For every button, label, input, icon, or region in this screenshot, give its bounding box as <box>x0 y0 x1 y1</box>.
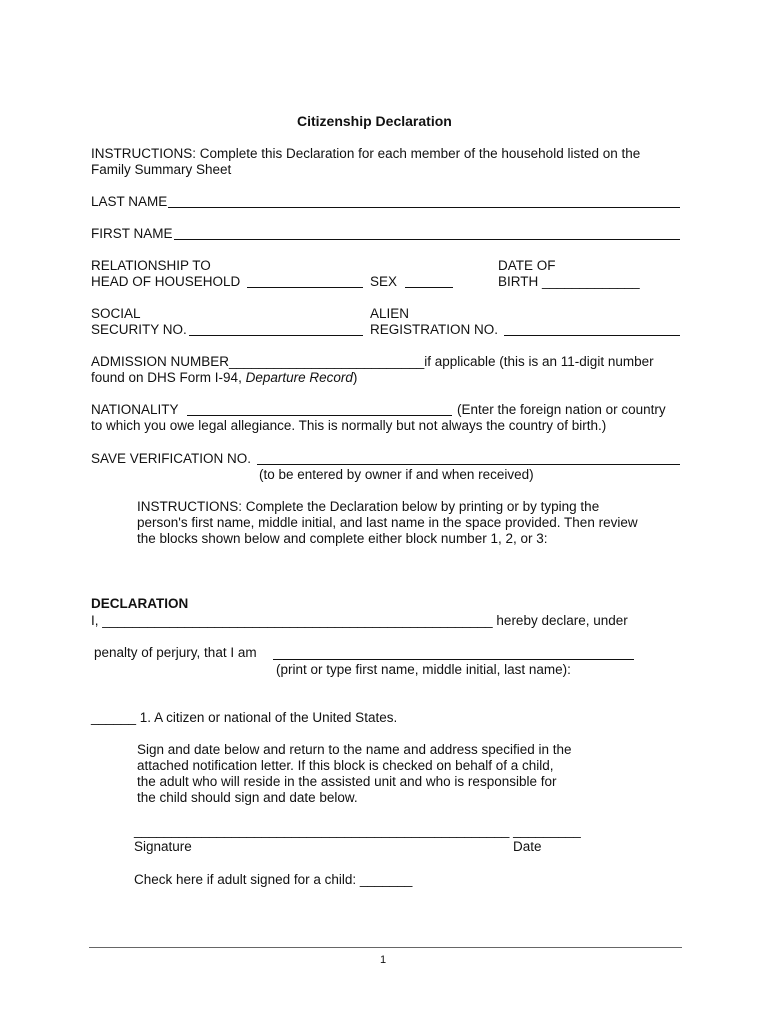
nationality-note-1: (Enter the foreign nation or country <box>457 402 666 417</box>
block-1-para-2: attached notification letter. If this block is checked on behalf of a child, <box>137 758 554 773</box>
alien-label-1: ALIEN <box>370 306 410 321</box>
last-name-label: LAST NAME <box>91 194 168 209</box>
block-1-option[interactable]: ______ 1. A citizen or national of the United States. <box>91 710 398 725</box>
save-verification-field[interactable] <box>257 464 680 465</box>
save-verification-label: SAVE VERIFICATION NO. <box>91 451 252 466</box>
ssn-field[interactable] <box>189 335 363 336</box>
admission-number-line-2: found on DHS Form I-94, Departure Record) <box>91 370 358 385</box>
block-1-para-4: the child should sign and date below. <box>137 790 358 805</box>
admission-number-line-1: ADMISSION NUMBER__________________________if applicable (this is an 11-digit number <box>91 354 654 369</box>
footer-divider <box>89 947 682 948</box>
declaration-name-note: (print or type first name, middle initial, last name): <box>276 662 571 677</box>
child-check-line[interactable]: Check here if adult signed for a child: _______ <box>134 872 413 887</box>
instructions-line-2: Family Summary Sheet <box>91 162 232 177</box>
block-1-para-3: the adult who will reside in the assisted unit and who is responsible for <box>137 774 557 789</box>
relationship-field[interactable] <box>247 287 363 288</box>
page-title: Citizenship Declaration <box>297 113 452 129</box>
nationality-field[interactable] <box>187 415 452 416</box>
last-name-field[interactable] <box>168 207 680 208</box>
signature-label: Signature <box>134 839 192 854</box>
instructions2-line-2: person's first name, middle initial, and last name in the space provided. Then review <box>137 515 638 530</box>
instructions-line-1: INSTRUCTIONS: Complete this Declaration for each member of the household listed on the <box>91 146 641 161</box>
dob-label-1: DATE OF <box>498 258 556 273</box>
page-number: 1 <box>380 954 387 966</box>
first-name-field[interactable] <box>174 239 680 240</box>
ssn-label-2: SECURITY NO. <box>91 322 187 337</box>
ssn-label-1: SOCIAL <box>91 306 141 321</box>
sex-label: SEX <box>370 274 398 289</box>
nationality-note-2: to which you owe legal allegiance. This is normally but not always the country of birth.) <box>91 418 607 433</box>
declaration-line-2: penalty of perjury, that I am <box>94 645 257 660</box>
instructions2-line-3: the blocks shown below and complete either block number 1, 2, or 3: <box>137 531 548 546</box>
save-verification-note: (to be entered by owner if and when received) <box>259 467 534 482</box>
dob-label-2: BIRTH _____________ <box>498 274 640 289</box>
declaration-name-field[interactable] <box>273 659 634 660</box>
relationship-label-2: HEAD OF HOUSEHOLD <box>91 274 241 289</box>
declaration-line-1: I, ____________________________________________________ hereby declare, under <box>91 613 628 628</box>
relationship-label-1: RELATIONSHIP TO <box>91 258 211 273</box>
sex-field[interactable] <box>405 287 453 288</box>
date-label: Date <box>513 839 542 854</box>
alien-reg-field[interactable] <box>504 335 680 336</box>
first-name-label: FIRST NAME <box>91 226 173 241</box>
nationality-label: NATIONALITY <box>91 402 179 417</box>
declaration-heading: DECLARATION <box>91 596 189 611</box>
block-1-para-1: Sign and date below and return to the name and address specified in the <box>137 742 572 757</box>
alien-label-2: REGISTRATION NO. <box>370 322 499 337</box>
signature-date-line[interactable]: __________________________________________________ _________ <box>134 823 581 838</box>
instructions2-line-1: INSTRUCTIONS: Complete the Declaration below by printing or by typing the <box>137 499 600 514</box>
